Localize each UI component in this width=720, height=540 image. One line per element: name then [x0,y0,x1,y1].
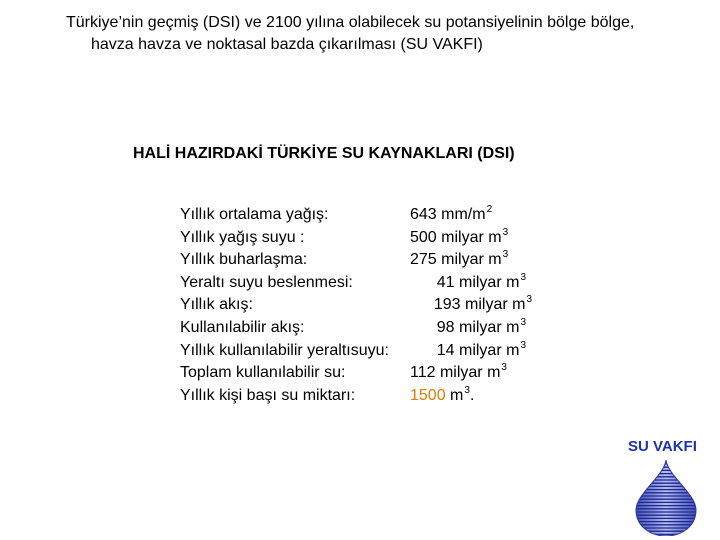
stat-value: 643 $mm/m^2$ [410,204,493,223]
intro-line-1: Türkiye’nin geçmiş (DSI) ve 2100 yılına olabilecek su potansiyelinin bölge bölge, [66,14,635,31]
highlighted-value: 1500 [410,386,446,404]
stat-value: 275 milyar $m^3$ [410,249,509,269]
stat-value: 500 milyar $m^3$ [410,226,509,246]
brand-name: SU VAKFI [628,438,697,455]
section-title: HALİ HAZIRDAKİ TÜRKİYE SU KAYNAKLARI (DSI) [133,145,515,162]
stat-label: Yıllık ortalama yağış: [180,206,329,223]
stat-label: Yıllık kişi başı su miktarı: [180,386,356,404]
stat-label: Yıllık kullanılabilir yeraltısuyu: [180,341,389,359]
stat-label: Yıllık yağış suyu : [180,228,305,246]
stat-label: Toplam kullanılabilir su: [180,364,346,382]
stat-value: 193 milyar $m^3$ [433,294,532,314]
stat-label: Kullanılabilir akış: [180,318,305,336]
water-drop-icon [634,460,698,536]
stat-value: 1500 $m^3$. [410,384,475,404]
stat-value: 41 milyar $m^3$ [436,271,526,291]
stat-label: Yıllık akış: [180,296,253,314]
stat-value: 14 milyar $m^3$ [436,339,526,359]
stat-label: Yıllık buharlaşma: [180,251,308,269]
stat-label: Yeraltı suyu beslenmesi: [180,273,353,291]
stat-value: 112 milyar $m^3$ [410,362,507,382]
intro-text [66,12,716,56]
intro-line-2: havza havza ve noktasal bazda çıkarılması (SU VAKFI) [91,36,483,53]
stat-value: 98 milyar $m^3$ [436,316,526,336]
